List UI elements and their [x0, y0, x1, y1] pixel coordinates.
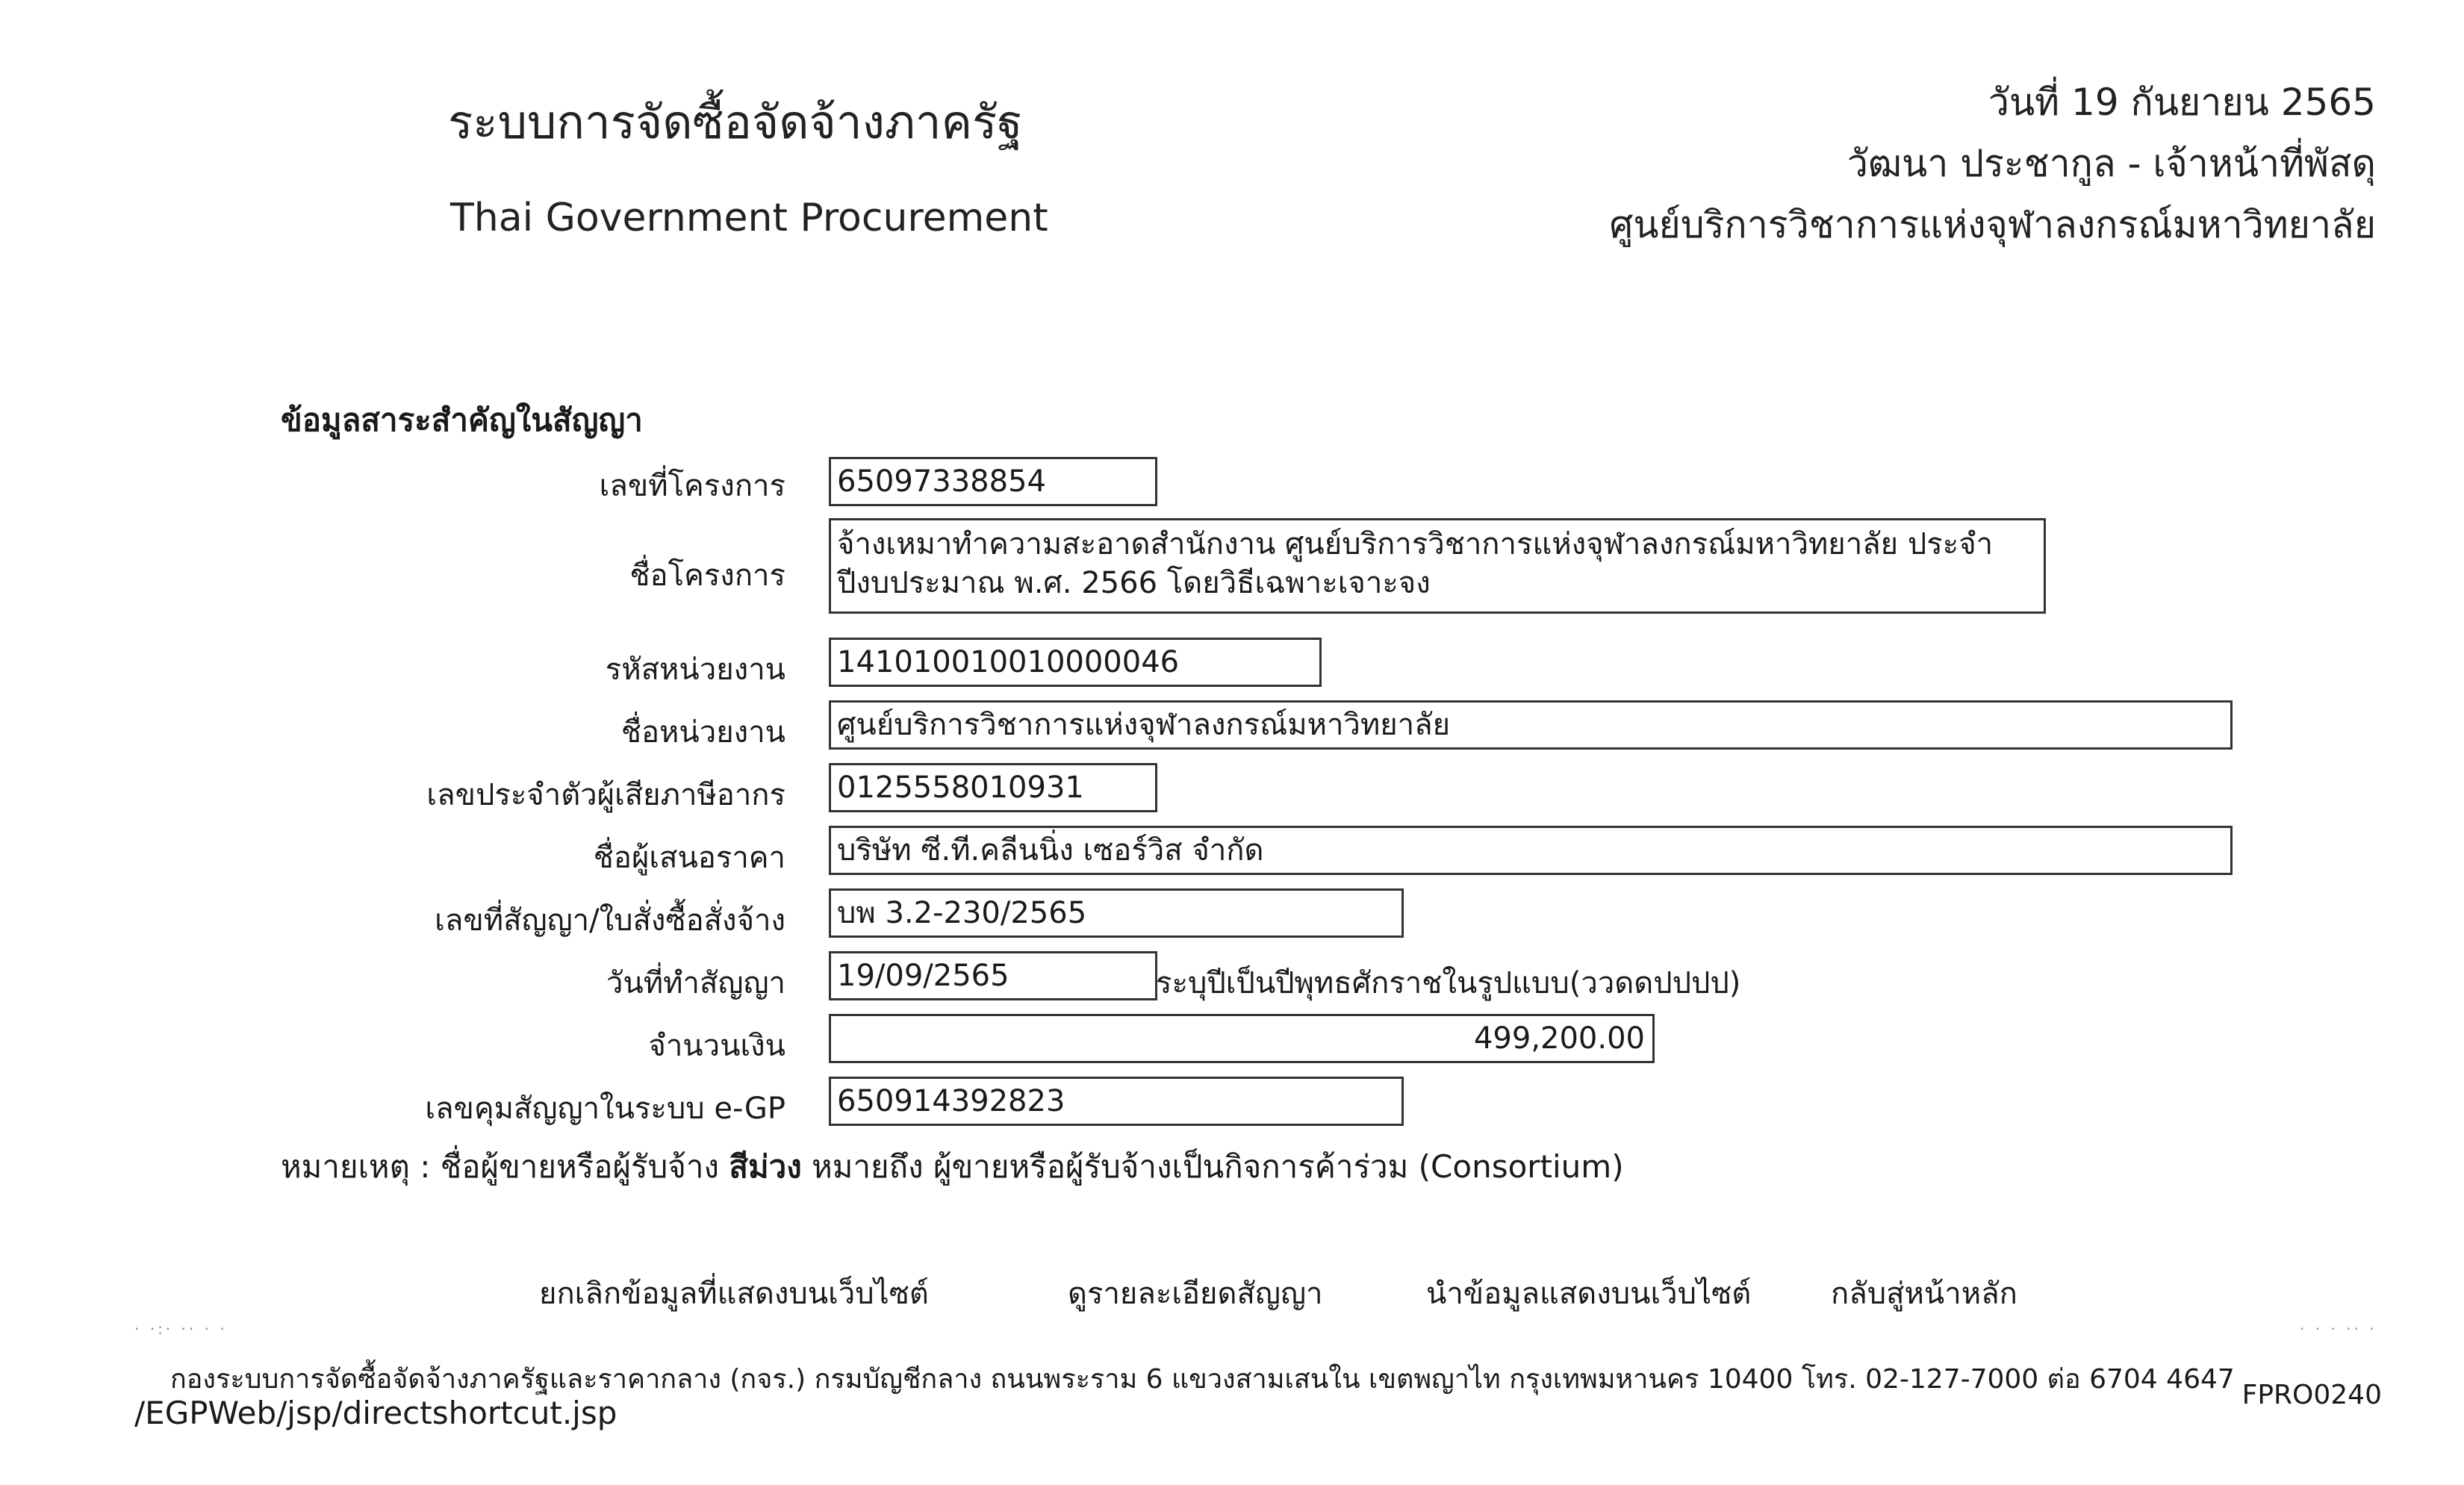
agency-name-field[interactable]: ศูนย์บริการวิชาการแห่งจุฬาลงกรณ์มหาวิทยาลัย: [829, 700, 2233, 750]
egp-no-field[interactable]: 650914392823: [829, 1077, 1404, 1126]
header-user: วัฒนา ประชากูล - เจ้าหน้าที่พัสดุ: [1847, 142, 2376, 185]
agency-code-label: รหัสหน่วยงาน: [605, 653, 785, 687]
page-code: FPRO0240: [2241, 1380, 2382, 1410]
bidder-name-label: ชื่อผู้เสนอราคา: [593, 841, 785, 875]
note-highlight: สีม่วง: [729, 1148, 802, 1185]
publish-to-website-link[interactable]: นำข้อมูลแสดงบนเว็บไซต์: [1426, 1277, 1752, 1311]
project-no-label: เลขที่โครงการ: [599, 469, 785, 503]
consortium-note: [281, 1142, 1624, 1192]
contract-date-field[interactable]: 19/09/2565: [829, 951, 1157, 1000]
scan-noise: · ·:· ·· · ·: [134, 1320, 228, 1338]
agency-code-field[interactable]: 141010010010000046: [829, 638, 1322, 687]
project-name-field[interactable]: จ้างเหมาทำความสะอาดสำนักงาน ศูนย์บริการวิชาการแห่งจุฬาลงกรณ์มหาวิทยาลัย ประจำปีงบประมาณ พ.ศ. 2566 โดยวิธีเฉพาะเจาะจง: [829, 518, 2046, 614]
scan-noise: · · · ·· ·: [2300, 1320, 2377, 1338]
view-contract-details-link[interactable]: ดูรายละเอียดสัญญา: [1068, 1277, 1323, 1311]
contract-no-field[interactable]: บพ 3.2-230/2565: [829, 888, 1404, 938]
agency-name-label: ชื่อหน่วยงาน: [620, 715, 785, 750]
system-title-english: Thai Government Procurement: [450, 196, 1048, 240]
amount-field[interactable]: 499,200.00: [829, 1014, 1655, 1063]
project-name-label: ชื่อโครงการ: [629, 558, 785, 593]
egp-no-label: เลขคุมสัญญาในระบบ e-GP: [425, 1092, 785, 1126]
header-organization: ศูนย์บริการวิชาการแห่งจุฬาลงกรณ์มหาวิทยาลัย: [1609, 203, 2376, 246]
note-suffix: หมายถึง ผู้ขายหรือผู้รับจ้างเป็นกิจการค้าร่วม (Consortium): [801, 1148, 1624, 1185]
header-date: วันที่ 19 กันยายน 2565: [1988, 81, 2376, 124]
page-url: /EGPWeb/jsp/directshortcut.jsp: [134, 1395, 617, 1431]
contract-date-label: วันที่ทำสัญญา: [606, 966, 785, 1000]
tax-id-label: เลขประจำตัวผู้เสียภาษีอากร: [426, 778, 785, 812]
amount-label: จำนวนเงิน: [648, 1029, 785, 1063]
system-title-thai: ระบบการจัดซื้อจัดจ้างภาครัฐ: [448, 95, 1023, 149]
section-title: ข้อมูลสาระสำคัญในสัญญา: [281, 402, 643, 438]
cancel-website-data-link[interactable]: ยกเลิกข้อมูลที่แสดงบนเว็บไซต์: [539, 1277, 929, 1311]
tax-id-field[interactable]: 0125558010931: [829, 763, 1157, 812]
project-no-field[interactable]: 65097338854: [829, 457, 1157, 506]
contract-no-label: เลขที่สัญญา/ใบสั่งซื้อสั่งจ้าง: [435, 903, 785, 938]
note-prefix: หมายเหตุ : ชื่อผู้ขายหรือผู้รับจ้าง: [281, 1148, 729, 1185]
footer-address: กองระบบการจัดซื้อจัดจ้างภาครัฐและราคากลาง (กจร.) กรมบัญชีกลาง ถนนพระราม 6 แขวงสามเสนใน เขตพญาไท กรุงเทพมหานคร 10400 โทร. 02-127-7000 ต่อ 6704 4647: [170, 1364, 2235, 1395]
bidder-name-field[interactable]: บริษัท ซี.ที.คลีนนิ่ง เซอร์วิส จำกัด: [829, 826, 2233, 875]
date-format-hint: ระบุปีเป็นปีพุทธศักราชในรูปแบบ(ววดดปปปป): [1156, 966, 1741, 1000]
back-to-home-link[interactable]: กลับสู่หน้าหลัก: [1831, 1277, 2017, 1311]
